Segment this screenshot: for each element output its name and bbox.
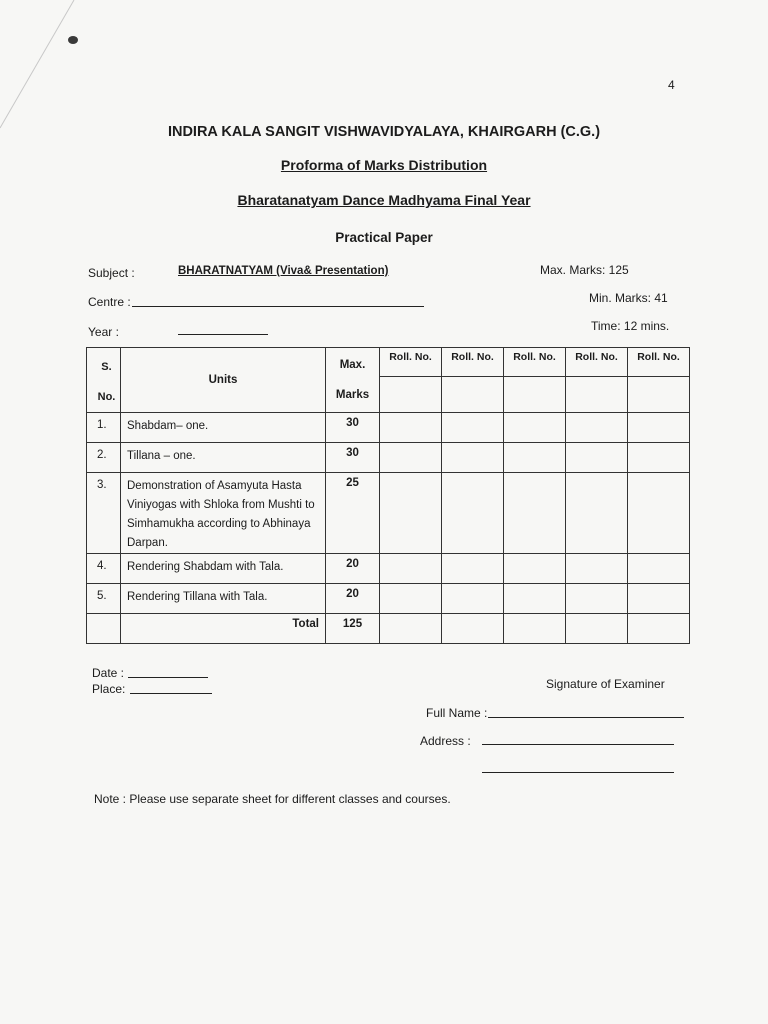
total-empty-cell (87, 614, 121, 644)
marks-entry-cell[interactable] (504, 554, 566, 584)
marks-entry-cell[interactable] (628, 473, 690, 554)
row-sno: 4. (87, 554, 121, 584)
marks-entry-cell[interactable] (628, 584, 690, 614)
marks-entry-cell[interactable] (566, 443, 628, 473)
marks-entry-cell[interactable] (566, 554, 628, 584)
address-blank-line (482, 744, 674, 745)
proforma-title: Proforma of Marks Distribution (280, 157, 488, 173)
centre-blank-line (132, 306, 424, 307)
roll-no-entry-cell[interactable] (628, 377, 690, 413)
total-entry-cell[interactable] (566, 614, 628, 644)
marks-entry-cell[interactable] (380, 584, 442, 614)
year-label: Year : (88, 325, 119, 339)
header-roll-no: Roll. No. (504, 348, 566, 377)
row-max-marks: 20 (326, 584, 380, 614)
place-label: Place: (92, 682, 126, 696)
full-name-label: Full Name : (426, 706, 488, 720)
row-max-marks: 25 (326, 473, 380, 554)
subject-value: BHARATNATYAM (Viva& Presentation) (178, 265, 389, 277)
university-title: INDIRA KALA SANGIT VISHWAVIDYALAYA, KHAIRGARH (C.G.) (167, 124, 601, 140)
centre-label: Centre : (88, 295, 131, 309)
marks-entry-cell[interactable] (504, 443, 566, 473)
header-max-marks: Max. Marks (326, 348, 380, 413)
marks-entry-cell[interactable] (380, 473, 442, 554)
table-total-row (87, 614, 690, 644)
marks-entry-cell[interactable] (442, 413, 504, 443)
full-name-blank-line (488, 717, 684, 718)
marks-entry-cell[interactable] (442, 584, 504, 614)
table-header-row (87, 348, 690, 377)
marks-entry-cell[interactable] (380, 443, 442, 473)
roll-no-entry-cell[interactable] (380, 377, 442, 413)
course-title: Bharatanatyam Dance Madhyama Final Year (237, 192, 531, 208)
marks-entry-cell[interactable] (380, 554, 442, 584)
header-roll-no: Roll. No. (380, 348, 442, 377)
header-roll-no: Roll. No. (628, 348, 690, 377)
marks-entry-cell[interactable] (566, 473, 628, 554)
marks-entry-cell[interactable] (442, 473, 504, 554)
address-label: Address : (420, 734, 471, 748)
table-row (87, 584, 690, 614)
row-unit: Tillana – one. (121, 443, 326, 473)
row-unit: Rendering Tillana with Tala. (121, 584, 326, 614)
roll-no-entry-cell[interactable] (504, 377, 566, 413)
marks-entry-cell[interactable] (504, 413, 566, 443)
time-allowed: Time: 12 mins. (591, 319, 670, 333)
marks-entry-cell[interactable] (628, 413, 690, 443)
marks-entry-cell[interactable] (442, 554, 504, 584)
place-blank-line (130, 693, 212, 694)
table-row (87, 473, 690, 554)
row-unit: Demonstration of Asamyuta Hasta Viniyogas with Shloka from Mushti to Simhamukha according to Abhinaya Darpan. (121, 473, 326, 554)
year-blank-line (178, 334, 268, 335)
marks-entry-cell[interactable] (504, 473, 566, 554)
total-entry-cell[interactable] (380, 614, 442, 644)
total-label: Total (121, 614, 326, 644)
marks-entry-cell[interactable] (566, 584, 628, 614)
paper-title: Practical Paper (335, 230, 433, 245)
row-max-marks: 30 (326, 413, 380, 443)
total-entry-cell[interactable] (442, 614, 504, 644)
row-unit: Shabdam– one. (121, 413, 326, 443)
date-label: Date : (92, 666, 125, 680)
page-number: 4 (668, 78, 675, 92)
row-sno: 3. (87, 473, 121, 554)
header-units: Units (121, 348, 326, 413)
total-max-marks: 125 (326, 614, 380, 644)
row-sno: 2. (87, 443, 121, 473)
signature-label: Signature of Examiner (546, 677, 665, 691)
header-roll-no: Roll. No. (442, 348, 504, 377)
total-entry-cell[interactable] (504, 614, 566, 644)
row-sno: 5. (87, 584, 121, 614)
table-row (87, 443, 690, 473)
marks-entry-cell[interactable] (380, 413, 442, 443)
subject-label: Subject : (88, 266, 135, 280)
total-entry-cell[interactable] (628, 614, 690, 644)
marks-entry-cell[interactable] (566, 413, 628, 443)
roll-no-entry-cell[interactable] (442, 377, 504, 413)
table-row (87, 554, 690, 584)
page-fold-mark (0, 0, 90, 140)
footer-note: Note : Please use separate sheet for different classes and courses. (94, 792, 451, 806)
marks-entry-cell[interactable] (628, 554, 690, 584)
table-row (87, 413, 690, 443)
row-max-marks: 20 (326, 554, 380, 584)
roll-no-entry-cell[interactable] (566, 377, 628, 413)
marks-entry-cell[interactable] (442, 443, 504, 473)
row-max-marks: 30 (326, 443, 380, 473)
marks-entry-cell[interactable] (504, 584, 566, 614)
max-marks: Max. Marks: 125 (540, 263, 629, 277)
date-blank-line (128, 677, 208, 678)
header-roll-no: Roll. No. (566, 348, 628, 377)
header-sno: S. No. (87, 348, 121, 413)
marks-distribution-table (86, 347, 690, 644)
punch-hole-mark (68, 36, 78, 44)
row-sno: 1. (87, 413, 121, 443)
address-blank-line-2 (482, 772, 674, 773)
min-marks: Min. Marks: 41 (589, 291, 668, 305)
row-unit: Rendering Shabdam with Tala. (121, 554, 326, 584)
marks-entry-cell[interactable] (628, 443, 690, 473)
